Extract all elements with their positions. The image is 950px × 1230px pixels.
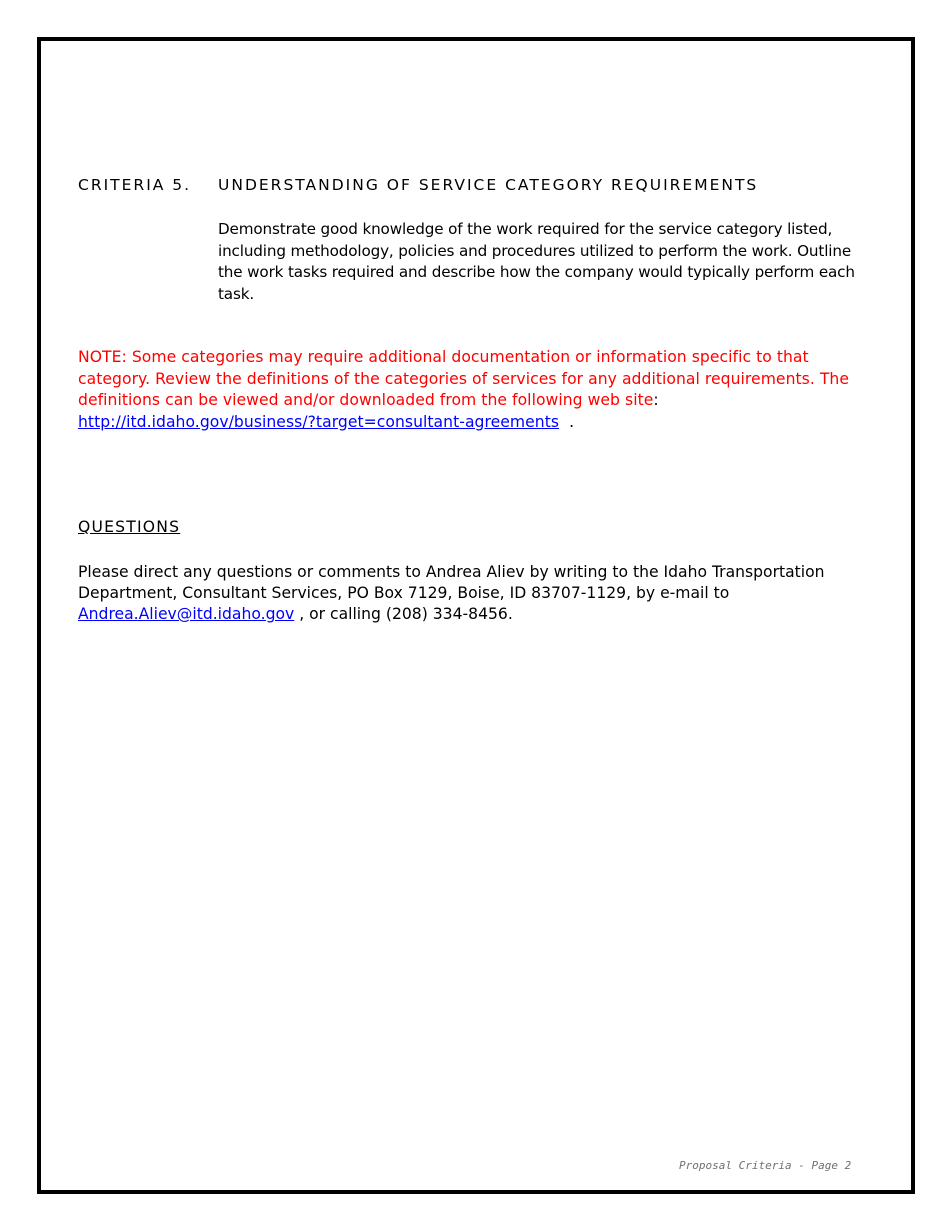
note-text: NOTE: Some categories may require additional documentation or information specific to that category. Review the definitions of the categories of services for any additional requirements. The definitions can be viewed and/or downloaded from the following web site	[78, 348, 850, 409]
note-trailing: .	[559, 412, 575, 431]
questions-text-after: , or calling (208) 334-8456.	[294, 605, 513, 623]
questions-text: Please direct any questions or comments to Andrea Aliev by writing to the Idaho Transportation Department, Consultant Services, PO Box 7129, Boise, ID 83707-1129, by e-mail to	[78, 563, 825, 602]
note-link-line	[78, 412, 878, 434]
note-block	[78, 347, 878, 433]
criteria-number: CRITERIA 5.	[78, 176, 192, 194]
criteria-description: Demonstrate good knowledge of the work required for the service category listed, including methodology, policies and procedures utilized to perform the work. Outline the work tasks required and describe how the company would typically perform each task.	[218, 220, 855, 303]
questions-body	[78, 562, 878, 625]
email-link[interactable]: Andrea.Aliev@itd.idaho.gov	[78, 605, 295, 623]
note-colon: :	[653, 391, 659, 409]
questions-heading: QUESTIONS	[78, 518, 181, 536]
criteria-title: UNDERSTANDING OF SERVICE CATEGORY REQUIREMENTS	[218, 176, 759, 194]
page-footer: Proposal Criteria - Page 2	[679, 1159, 852, 1172]
consultant-agreements-link[interactable]: http://itd.idaho.gov/business/?target=consultant-agreements	[78, 412, 560, 431]
